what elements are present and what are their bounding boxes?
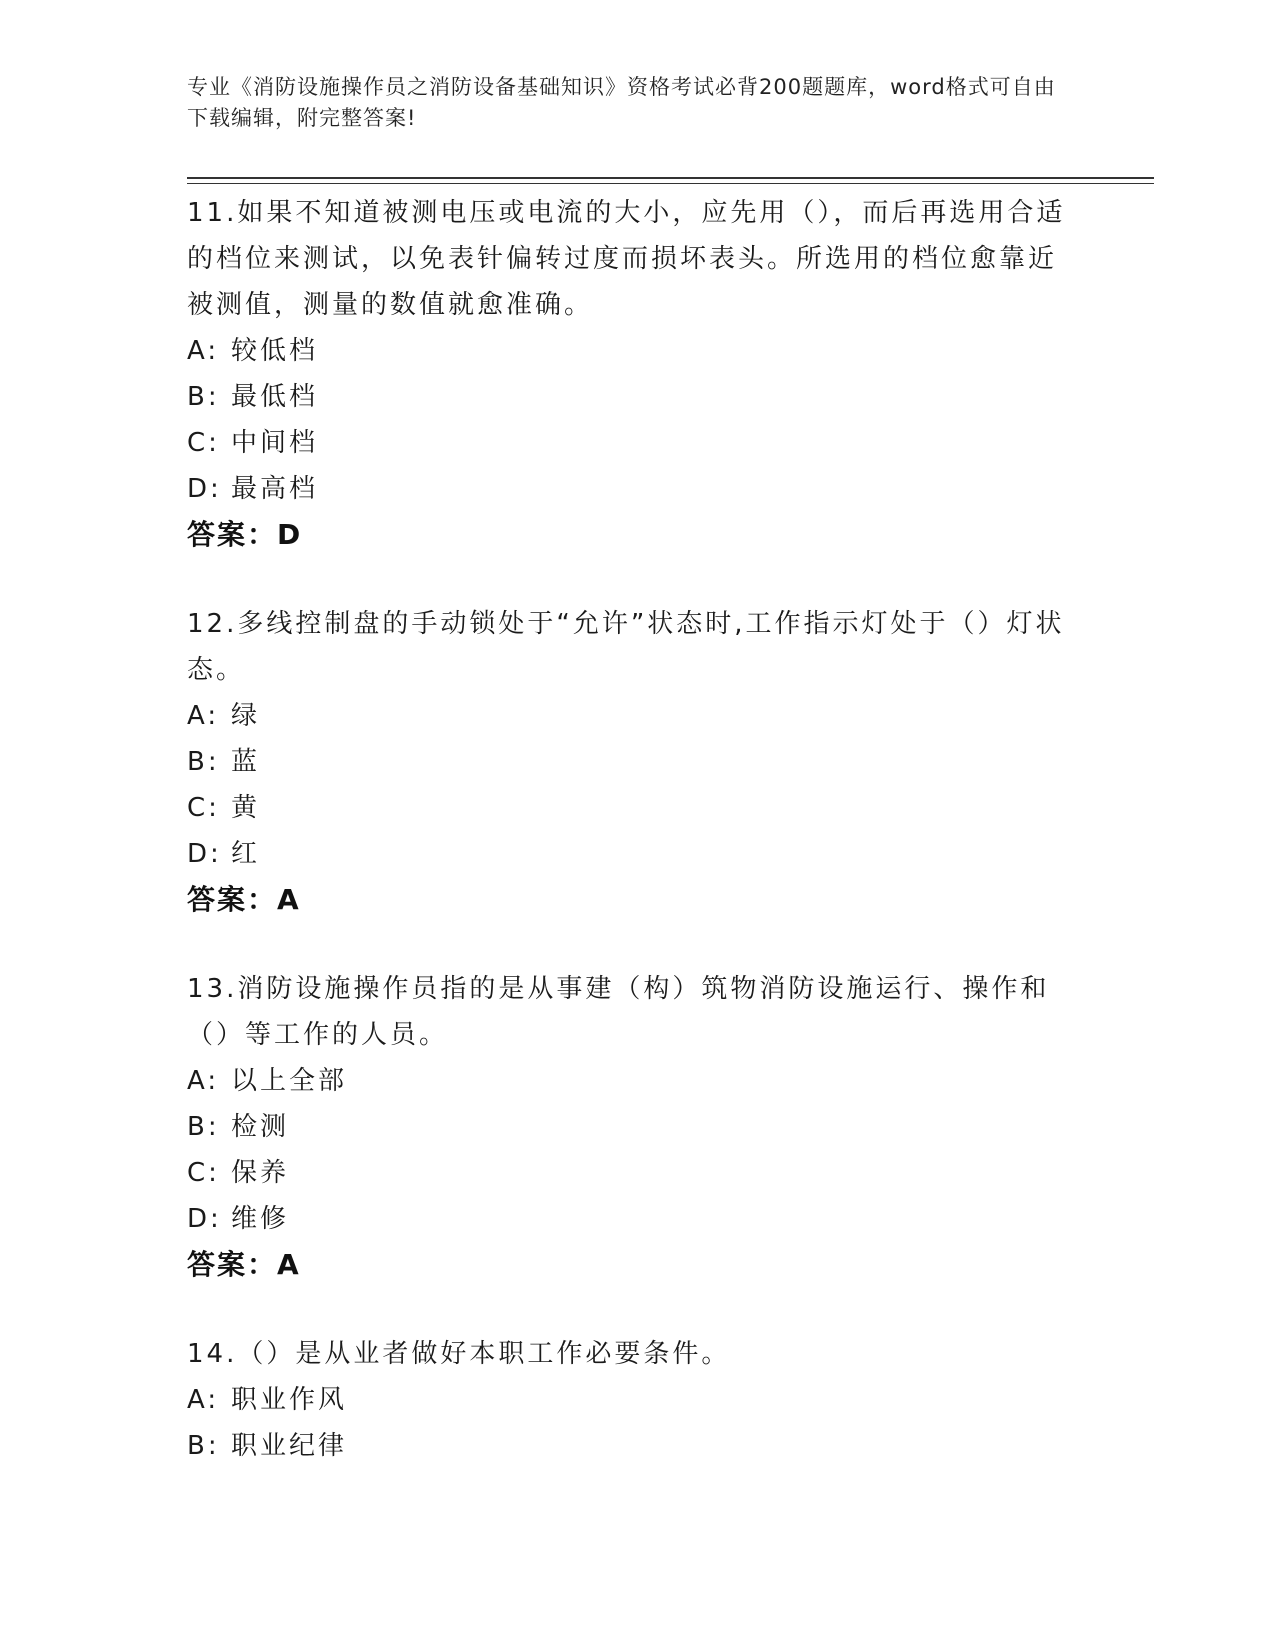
- option-b: [187, 1423, 1077, 1469]
- option-text: 较低档: [231, 336, 319, 366]
- option-key: D:: [187, 474, 222, 504]
- question-list: [187, 190, 1077, 1512]
- option-text: 职业纪律: [231, 1431, 348, 1461]
- option-b: [187, 1104, 1077, 1150]
- option-a: [187, 1058, 1077, 1104]
- option-key: B:: [187, 747, 220, 777]
- option-b: [187, 374, 1077, 420]
- option-key: A:: [187, 336, 220, 366]
- option-key: A:: [187, 1385, 220, 1415]
- question-11: [187, 190, 1077, 558]
- answer-line: 答案：A: [187, 1248, 301, 1281]
- option-d: [187, 1196, 1077, 1242]
- question-stem: 11.如果不知道被测电压或电流的大小，应先用（），而后再选用合适的档位来测试，以免表针偏转过度而损坏表头。所选用的档位愈靠近被测值，测量的数值就愈准确。: [187, 198, 1066, 320]
- question-stem: 13.消防设施操作员指的是从事建（构）筑物消防设施运行、操作和（）等工作的人员。: [187, 974, 1050, 1050]
- option-a: [187, 693, 1077, 739]
- option-text: 蓝: [231, 747, 261, 777]
- option-key: B:: [187, 1112, 220, 1142]
- option-key: D:: [187, 1204, 222, 1234]
- document-header: 专业《消防设施操作员之消防设备基础知识》资格考试必背200题题库，word格式可自由下载编辑，附完整答案!: [187, 75, 1056, 130]
- question-12: [187, 601, 1077, 923]
- question-14: [187, 1331, 1077, 1469]
- option-c: [187, 420, 1077, 466]
- option-d: [187, 831, 1077, 877]
- option-text: 中间档: [231, 428, 319, 458]
- answer-line: 答案：D: [187, 518, 303, 551]
- option-b: [187, 739, 1077, 785]
- option-key: B:: [187, 382, 220, 412]
- option-text: 最高档: [231, 474, 319, 504]
- question-13: [187, 966, 1077, 1288]
- option-c: [187, 1150, 1077, 1196]
- option-text: 红: [231, 839, 261, 869]
- option-c: [187, 785, 1077, 831]
- question-stem: 12.多线控制盘的手动锁处于“允许”状态时,工作指示灯处于（）灯状态。: [187, 609, 1065, 685]
- option-key: B:: [187, 1431, 220, 1461]
- option-key: C:: [187, 1158, 220, 1188]
- header-divider-thick: [187, 177, 1154, 179]
- option-key: C:: [187, 428, 220, 458]
- option-key: A:: [187, 701, 220, 731]
- option-a: [187, 1377, 1077, 1423]
- option-a: [187, 328, 1077, 374]
- option-text: 绿: [231, 701, 261, 731]
- option-text: 保养: [231, 1158, 290, 1188]
- option-key: A:: [187, 1066, 220, 1096]
- option-text: 以上全部: [231, 1066, 348, 1096]
- option-key: C:: [187, 793, 220, 823]
- answer-line: 答案：A: [187, 883, 301, 916]
- option-text: 职业作风: [231, 1385, 348, 1415]
- option-d: [187, 466, 1077, 512]
- option-text: 最低档: [231, 382, 319, 412]
- option-text: 维修: [231, 1204, 290, 1234]
- option-text: 检测: [231, 1112, 290, 1142]
- option-text: 黄: [231, 793, 261, 823]
- header-divider-thin: [187, 183, 1154, 184]
- option-key: D:: [187, 839, 222, 869]
- question-stem: 14.（）是从业者做好本职工作必要条件。: [187, 1339, 731, 1369]
